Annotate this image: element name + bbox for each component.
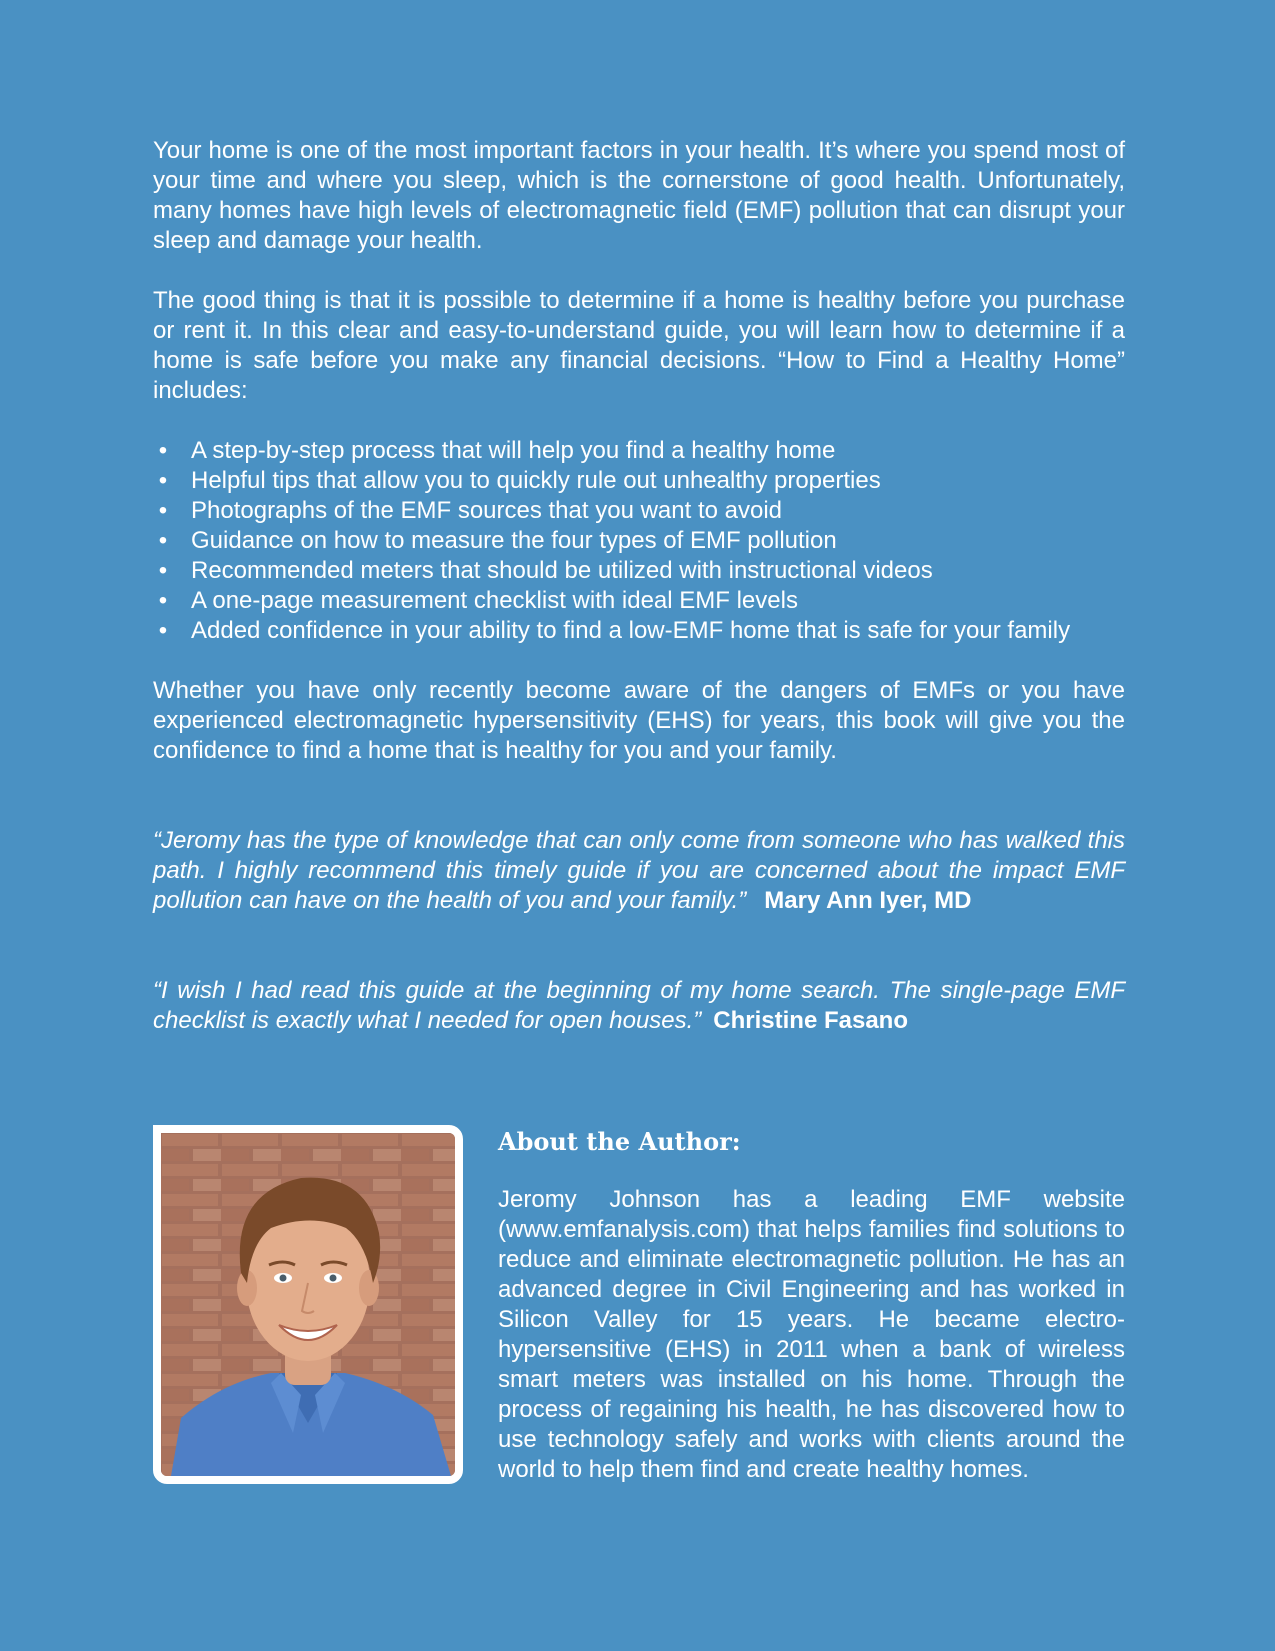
list-item: • Recommended meters that should be utilized with instructional videos (153, 556, 1125, 586)
about-author-heading: About the Author: (498, 1127, 741, 1156)
list-item: • Photographs of the EMF sources that you want to avoid (153, 496, 1125, 526)
testimonial-2 (153, 976, 1125, 1036)
bullet-icon: • (158, 467, 168, 494)
list-item: • A step-by-step process that will help you find a healthy home (153, 436, 1125, 466)
closing-paragraph: Whether you have only recently become aware of the dangers of EMFs or you have experienced electromagnetic hypersensitivity (EHS) for years, this book will give you the confidence to find a home that is healthy for you and your family. (153, 677, 1125, 764)
feature-list (153, 436, 1125, 646)
author-bio: Jeromy Johnson has a leading EMF website (www.emfanalysis.com) that helps families find solutions to reduce and eliminate electromagnetic pollution. He has an advanced degree in Civil Engineering and has worked in Silicon Valley for 15 years. He became electro-hypersensitive (EHS) in 2011 when a bank of wireless smart meters was installed on his home. Through the process of regaining his health, he has discovered how to use technology safely and works with clients around the world to help them find and create healthy homes. (498, 1186, 1125, 1483)
bullet-icon: • (158, 527, 168, 554)
bullet-icon: • (158, 497, 168, 524)
bullet-icon: • (158, 617, 168, 644)
about-author-section (153, 1125, 1125, 1490)
author-photo (153, 1125, 463, 1484)
bullet-icon: • (158, 557, 168, 584)
list-item: • A one-page measurement checklist with ideal EMF levels (153, 586, 1125, 616)
testimonial-quote: “Jeromy has the type of knowledge that can only come from someone who has walked this path. I highly recommend this timely guide if you are concerned about the impact EMF pollution can have on the health of you and your family.” (153, 827, 1125, 914)
intro-paragraph-2: The good thing is that it is possible to determine if a home is healthy before you purchase or rent it. In this clear and easy-to-understand guide, you will learn how to determine if a home is safe before you make any financial decisions. “How to Find a Healthy Home” includes: (153, 287, 1125, 404)
list-item: • Helpful tips that allow you to quickly rule out unhealthy properties (153, 466, 1125, 496)
list-item: • Guidance on how to measure the four types of EMF pollution (153, 526, 1125, 556)
author-portrait-illustration (161, 1133, 455, 1476)
bullet-icon: • (158, 437, 168, 464)
list-item: • Added confidence in your ability to find a low-EMF home that is safe for your family (153, 616, 1125, 646)
testimonial-1 (153, 826, 1125, 916)
back-cover-text (153, 136, 1125, 1036)
bullet-icon: • (158, 587, 168, 614)
testimonial-author: Mary Ann Iyer, MD (764, 887, 972, 914)
testimonial-author: Christine Fasano (713, 1007, 909, 1034)
testimonial-quote: “I wish I had read this guide at the beginning of my home search. The single-page EMF checklist is exactly what I needed for open houses.” (153, 977, 1125, 1034)
intro-paragraph-1: Your home is one of the most important factors in your health. It’s where you spend most of your time and where you sleep, which is the cornerstone of good health. Unfortunately, many homes have high levels of electromagnetic field (EMF) pollution that can disrupt your sleep and damage your health. (153, 137, 1125, 254)
author-text (498, 1125, 1125, 1485)
